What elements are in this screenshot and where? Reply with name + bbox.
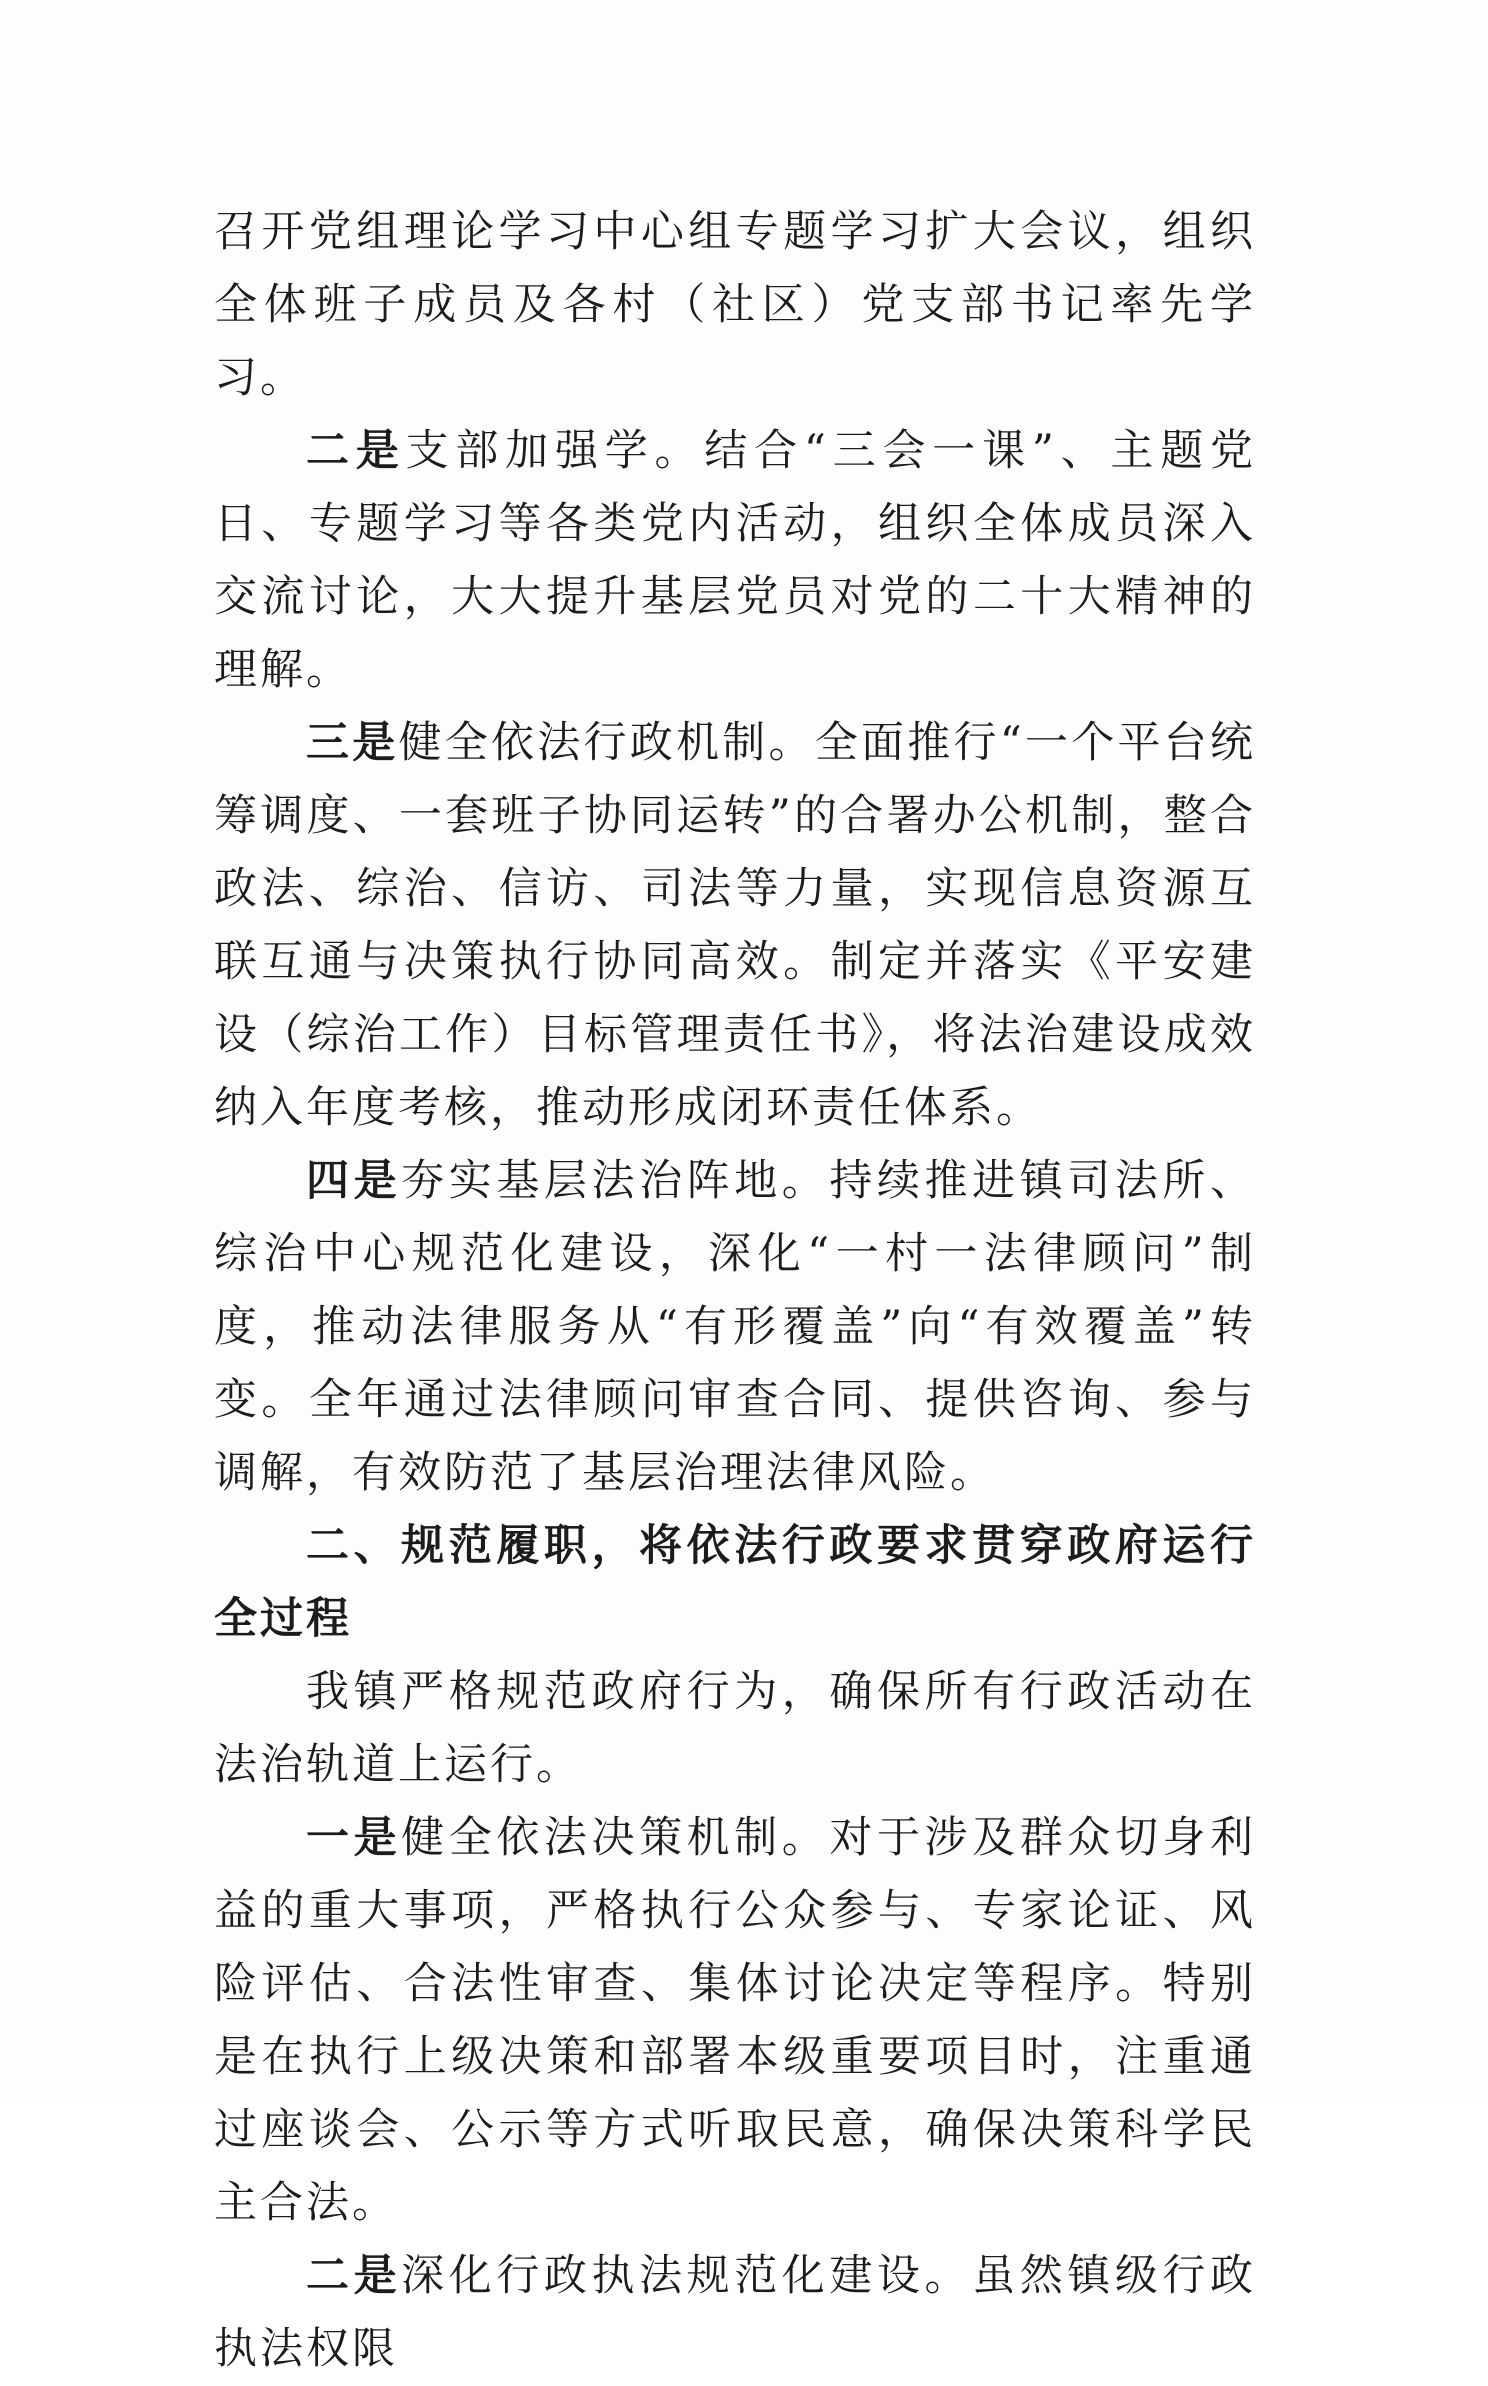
paragraph-lead: 一是 (306, 1813, 402, 1863)
paragraph-lead: 二是 (306, 426, 406, 476)
paragraph-text: 我镇严格规范政府行为，确保所有行政活动在法治轨道上运行。 (214, 1667, 1256, 1790)
paragraph-continued (214, 196, 1256, 415)
section-heading: 二、规范履职，将依法行政要求贯穿政府运行全过程 (214, 1521, 1256, 1644)
paragraph-item-2b (214, 2240, 1256, 2386)
paragraph-text: 健全依法决策机制。对于涉及群众切身利益的重大事项，严格执行公众参与、专家论证、风险评估、合法性审查、集体讨论决定等程序。特别是在执行上级决策和部署本级重要项目时，注重通过座谈会、公示等方式听取民意，确保决策科学民主合法。 (214, 1813, 1257, 2228)
paragraph-lead: 三是 (306, 718, 399, 768)
paragraph-text: 支部加强学。结合“三会一课”、主题党日、专题学习等各类党内活动，组织全体成员深入交流讨论，大大提升基层党员对党的二十大精神的理解。 (214, 426, 1257, 695)
document-body (214, 196, 1256, 2386)
paragraph-item-4 (214, 1145, 1256, 1510)
paragraph-item-2 (214, 415, 1256, 707)
paragraph-lead: 二是 (306, 2251, 402, 2301)
paragraph-text: 健全依法行政机制。全面推行“一个平台统筹调度、一套班子协同运转”的合署办公机制，整合政法、综治、信访、司法等力量，实现信息资源互联互通与决策执行协同高效。制定并落实《平安建设（综治工作）目标管理责任书》，将法治建设成效纳入年度考核，推动形成闭环责任体系。 (214, 718, 1257, 1133)
paragraph-item-3 (214, 707, 1256, 1145)
paragraph-item-1 (214, 1802, 1256, 2240)
paragraph-lead: 四是 (306, 1156, 402, 1206)
paragraph-text: 深化行政执法规范化建设。虽然镇级行政执法权限 (214, 2251, 1257, 2374)
paragraph-text: 夯实基层法治阵地。持续推进镇司法所、综治中心规范化建设，深化“一村一法律顾问”制度，推动法律服务从“有形覆盖”向“有效覆盖”转变。全年通过法律顾问审查合同、提供咨询、参与调解，有效防范了基层治理法律风险。 (214, 1156, 1257, 1498)
paragraph-text: 召开党组理论学习中心组专题学习扩大会议，组织全体班子成员及各村（社区）党支部书记率先学习。 (214, 207, 1256, 403)
paragraph-intro (214, 1656, 1256, 1802)
